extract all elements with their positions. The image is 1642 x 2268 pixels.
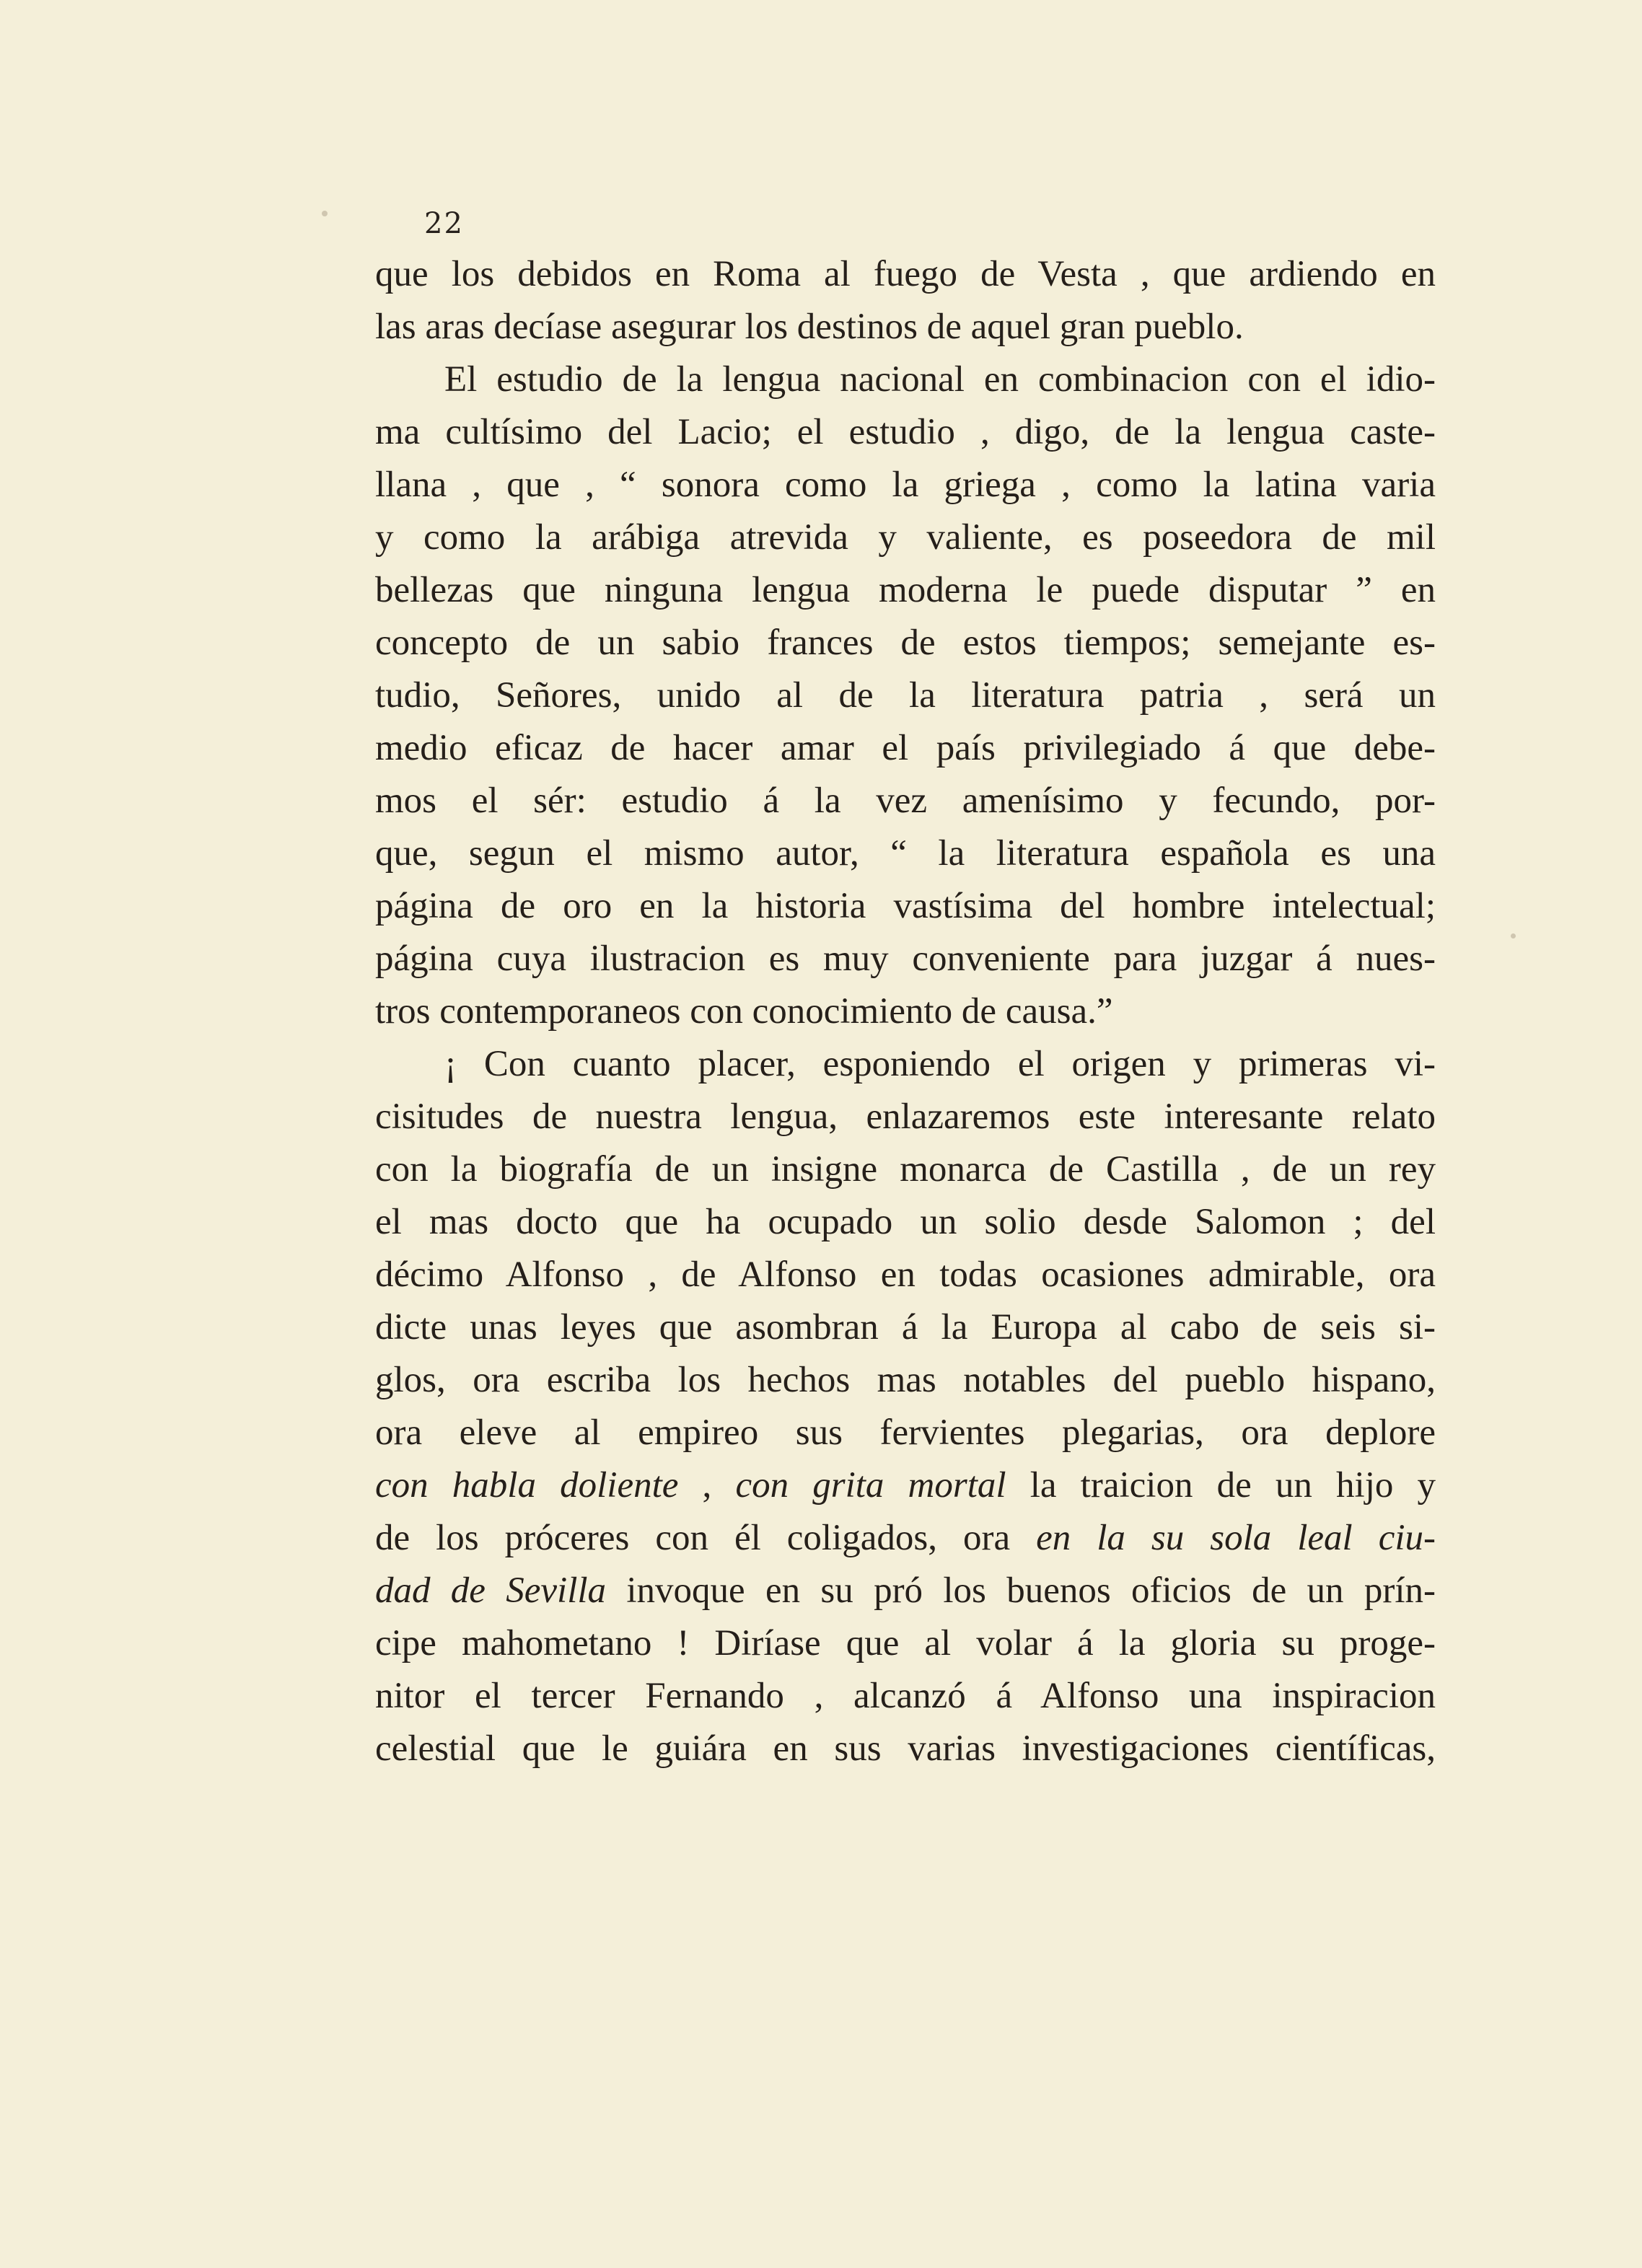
text-line: [375, 1565, 1436, 1617]
italic-phrase: dad de Sevilla: [375, 1570, 607, 1611]
text-line: que los debidos en Roma al fuego de Vesta , que ardiendo en: [375, 254, 1436, 294]
italic-phrase: con grita mortal: [735, 1465, 1006, 1506]
text-line: cisitudes de nuestra lengua, enlazaremos este interesante relato: [375, 1096, 1436, 1137]
italic-phrase: en la su sola leal ciu-: [1036, 1518, 1436, 1558]
text-fragment: ,: [678, 1465, 736, 1506]
text-line: [375, 1512, 1436, 1565]
text-line: dicte unas leyes que asombran á la Europa al cabo de seis si-: [375, 1307, 1436, 1348]
text-line: medio eficaz de hacer amar el país privilegiado á que debe-: [375, 728, 1436, 768]
text-line: mos el sér: estudio á la vez amenísimo y fecundo, por-: [375, 781, 1436, 821]
page-number: 22: [424, 207, 464, 240]
italic-phrase: con habla doliente: [375, 1465, 679, 1506]
text-line: el mas docto que ha ocupado un solio desde Salomon ; del: [375, 1202, 1436, 1242]
text-line: El estudio de la lengua nacional en combinacion con el idio-: [444, 359, 1436, 400]
text-line: página de oro en la historia vastísima del hombre intelectual;: [375, 886, 1436, 926]
text-fragment: de los próceres con él coligados, ora: [375, 1518, 1037, 1558]
text-fragment: la traicion de un hijo y: [1006, 1465, 1436, 1506]
text-line: décimo Alfonso , de Alfonso en todas ocasiones admirable, ora: [375, 1254, 1436, 1295]
text-line: glos, ora escriba los hechos mas notables del pueblo hispano,: [375, 1360, 1436, 1400]
text-line: nitor el tercer Fernando , alcanzó á Alfonso una inspiracion: [375, 1676, 1436, 1716]
text-line: tros contemporaneos con conocimiento de causa.”: [375, 991, 1113, 1032]
text-line: concepto de un sabio frances de estos tiempos; semejante es-: [375, 623, 1436, 663]
text-line: cipe mahometano ! Diríase que al volar á la gloria su proge-: [375, 1623, 1436, 1663]
text-line: ¡ Con cuanto placer, esponiendo el origen y primeras vi-: [444, 1044, 1436, 1084]
paper-speck: [322, 211, 328, 216]
text-line: ora eleve al empireo sus fervientes plegarias, ora deplore: [375, 1412, 1436, 1453]
text-line: y como la arábiga atrevida y valiente, es poseedora de mil: [375, 517, 1436, 558]
text-line: las aras decíase asegurar los destinos de aquel gran pueblo.: [375, 307, 1244, 347]
paper-speck: [1511, 933, 1516, 939]
text-line: que, segun el mismo autor, “ la literatura española es una: [375, 833, 1436, 874]
text-line: celestial que le guiára en sus varias investigaciones científicas,: [375, 1728, 1436, 1769]
text-line: [375, 1459, 1436, 1512]
text-line: ma cultísimo del Lacio; el estudio , digo, de la lengua caste-: [375, 412, 1436, 452]
text-line: página cuya ilustracion es muy conveniente para juzgar á nues-: [375, 939, 1436, 979]
text-line: con la biografía de un insigne monarca de Castilla , de un rey: [375, 1149, 1436, 1190]
text-line: llana , que , “ sonora como la griega , como la latina varia: [375, 465, 1436, 505]
body-text: [375, 248, 1436, 1775]
text-fragment: invoque en su pró los buenos oficios de un prín-: [606, 1570, 1436, 1611]
text-line: tudio, Señores, unido al de la literatura patria , será un: [375, 675, 1436, 716]
text-line: bellezas que ninguna lengua moderna le puede disputar ” en: [375, 570, 1436, 610]
